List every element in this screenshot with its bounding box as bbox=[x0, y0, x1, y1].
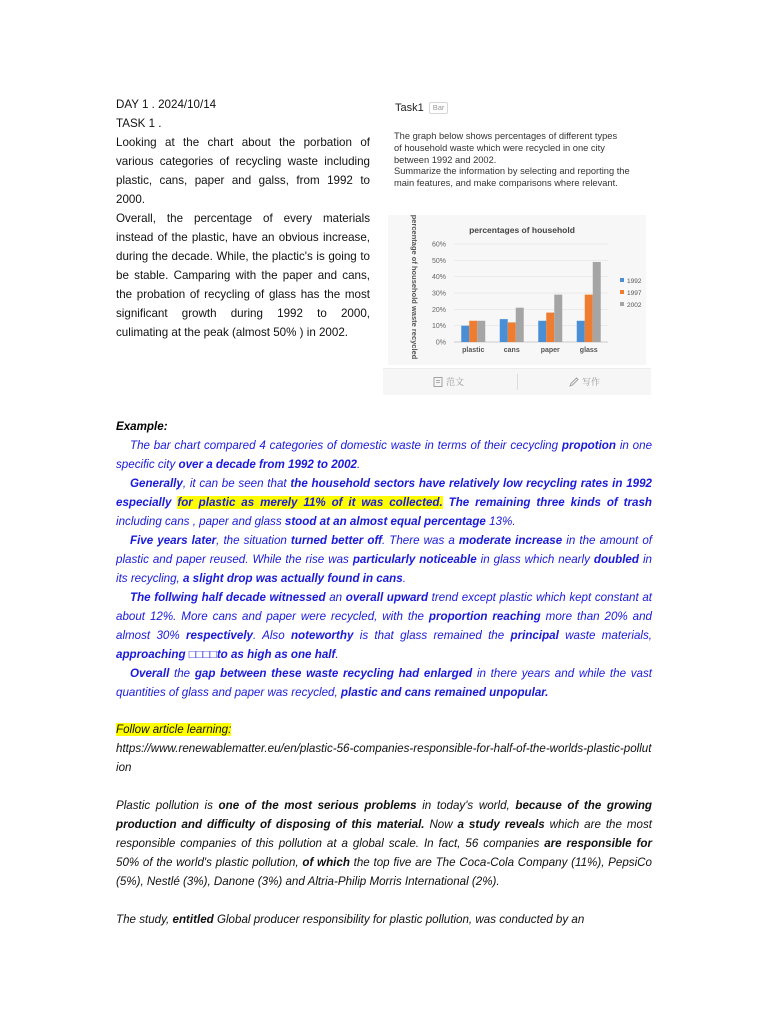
example-paragraph bbox=[116, 664, 652, 702]
x-tick-label: cans bbox=[503, 347, 520, 354]
legend-label: 1992 bbox=[627, 278, 642, 285]
example-text: is that glass remained the bbox=[353, 629, 511, 642]
example-keyword: stood at an almost equal percentage bbox=[284, 515, 486, 528]
example-text: including cans , paper and glass bbox=[116, 515, 285, 528]
example-highlight: for plastic as merely 11% of it was collected. bbox=[177, 496, 443, 509]
example-text: . bbox=[335, 648, 339, 661]
article-text: the top five are The Coca-Cola Company (11%), PepsiCo (5%), Nestlé (3%), Danone (3%) and Altria-Philip Morris International (2%). bbox=[116, 856, 652, 888]
article-keyword: because of the growing production and difficulty of disposing of this material. bbox=[116, 799, 653, 831]
follow-article-label bbox=[116, 720, 652, 739]
sample-essay-button[interactable] bbox=[433, 375, 464, 388]
task-prompt-line: main features, and make comparisons where relevant. bbox=[394, 178, 618, 189]
bar-1997-plastic bbox=[469, 321, 477, 342]
example-keyword: proportion reaching bbox=[428, 610, 541, 623]
bar-1992-plastic bbox=[461, 326, 469, 342]
task-header bbox=[395, 102, 448, 114]
example-keyword: principal bbox=[510, 629, 559, 642]
x-tick-label: paper bbox=[540, 347, 560, 354]
spacer bbox=[116, 777, 652, 796]
article-text: Now bbox=[424, 818, 458, 831]
essay-column bbox=[116, 95, 370, 342]
example-text: . Also bbox=[253, 629, 291, 642]
write-label: 写作 bbox=[582, 377, 601, 387]
article-keyword: entitled bbox=[172, 913, 214, 926]
legend-label: 1997 bbox=[627, 290, 642, 297]
example-paragraph bbox=[116, 474, 652, 531]
follow-article-heading: Follow article learning: bbox=[116, 723, 232, 736]
example-text: in glass which nearly bbox=[476, 553, 594, 566]
task-type-tag: Bar bbox=[429, 102, 449, 114]
chart-y-axis-label: percentage of household waste recycled bbox=[410, 215, 419, 360]
example-text: waste materials, bbox=[558, 629, 652, 642]
article-keyword: one of the most serious problems bbox=[218, 799, 417, 812]
example-keyword: noteworthy bbox=[290, 629, 354, 642]
task-footer bbox=[383, 368, 651, 395]
article-keyword: a study reveals bbox=[457, 818, 545, 831]
article-text: The study, bbox=[116, 913, 173, 926]
bar-2002-glass bbox=[593, 262, 601, 342]
example-heading: Example: bbox=[116, 420, 168, 433]
bar-1992-paper bbox=[538, 321, 546, 342]
example-keyword: respectively bbox=[185, 629, 254, 642]
y-tick-label: 20% bbox=[431, 306, 446, 314]
footer-divider bbox=[517, 374, 518, 390]
missing-glyph-text: □□□□ bbox=[188, 648, 217, 661]
task-prompt bbox=[394, 131, 644, 190]
task-prompt-line: Summarize the information by selecting and reporting the bbox=[394, 166, 630, 177]
example-text: in its recycling, bbox=[116, 553, 652, 585]
example-text: . bbox=[402, 572, 406, 585]
pencil-icon bbox=[569, 377, 579, 387]
write-button[interactable] bbox=[569, 375, 600, 388]
document-icon bbox=[433, 377, 443, 387]
essay-overview: Overall, the percentage of every materials instead of the plastic, have an obvious increase, during the decade. While, the plactic's is going to be stable. Camparing with the paper and cans, the probation of recycling of glass has the most significant growth during 1992 to 2000, culimating at the peak (almost 50% ) in 2002. bbox=[116, 212, 370, 339]
article-keyword: of which bbox=[302, 856, 350, 869]
essay-date: DAY 1 . 2024/10/14 bbox=[116, 98, 217, 111]
example-text: in one specific city bbox=[116, 439, 653, 471]
chart-title: percentages of household bbox=[469, 225, 575, 235]
bar-2002-paper bbox=[554, 295, 562, 342]
article-url[interactable]: https://www.renewablematter.eu/en/plastic-56-companies-responsible-for-half-of-the-worlds-plastic-pollution bbox=[116, 742, 652, 774]
y-tick-label: 50% bbox=[431, 257, 446, 265]
follow-article-section bbox=[116, 720, 652, 929]
example-text: in the amount of plastic and paper reused. While the rise was bbox=[116, 534, 652, 566]
bar-1997-paper bbox=[546, 313, 554, 342]
y-tick-label: 30% bbox=[431, 290, 446, 298]
example-keyword: a slight drop was actually found in cans bbox=[183, 572, 403, 585]
legend-swatch bbox=[620, 278, 624, 282]
example-text: the bbox=[169, 667, 195, 680]
bar-2002-cans bbox=[516, 308, 524, 342]
example-keyword: Overall bbox=[130, 667, 170, 680]
example-text: . There was a bbox=[381, 534, 459, 547]
example-keyword: doubled bbox=[593, 553, 639, 566]
example-paragraph bbox=[116, 436, 652, 474]
task-prompt-line: The graph below shows percentages of different types bbox=[394, 131, 618, 141]
example-text: in there years and while the vast quantities of glass and paper was recycled, bbox=[116, 667, 652, 699]
article-paragraph bbox=[116, 910, 652, 929]
article-text: which are the most responsible companies of this pollution at a global scale. In fact, 56 companies bbox=[116, 818, 652, 850]
essay-task-label: TASK 1 . bbox=[116, 117, 162, 130]
bar-2002-plastic bbox=[477, 321, 485, 342]
chart-panel bbox=[388, 215, 646, 365]
bar-1992-glass bbox=[577, 321, 585, 342]
example-keyword: The follwing half decade witnessed bbox=[130, 591, 326, 604]
example-text: , it can be seen that bbox=[182, 477, 291, 490]
example-text: . bbox=[357, 458, 361, 471]
example-section bbox=[116, 417, 652, 702]
x-tick-label: glass bbox=[579, 347, 598, 354]
y-tick-label: 10% bbox=[431, 323, 446, 331]
example-keyword: particularly noticeable bbox=[352, 553, 477, 566]
y-tick-label: 40% bbox=[431, 274, 446, 282]
example-text: trend except plastic which kept constant at about 12%. More cans and paper were recycled, with the bbox=[116, 591, 653, 623]
task-card bbox=[383, 96, 651, 394]
task-prompt-line: between 1992 and 2002. bbox=[394, 154, 497, 165]
example-text: , the situation bbox=[216, 534, 291, 547]
bar-1997-glass bbox=[585, 295, 593, 342]
example-keyword: the household sectors have relatively low recycling rates in 1992 especially bbox=[116, 477, 652, 509]
example-text: more than 20% and almost 30% bbox=[116, 610, 652, 642]
article-keyword: are responsible for bbox=[544, 837, 652, 850]
article-text: Global producer responsibility for plastic pollution, was conducted by an bbox=[213, 913, 585, 926]
example-keyword: moderate increase bbox=[458, 534, 563, 547]
bar-1992-cans bbox=[500, 319, 508, 342]
example-text: 13%. bbox=[485, 515, 516, 528]
example-keyword: over a decade from 1992 to 2002 bbox=[178, 458, 358, 471]
y-tick-label: 60% bbox=[431, 241, 446, 249]
example-keyword: plastic and cans remained unpopular. bbox=[340, 686, 549, 699]
example-keyword: Five years later bbox=[130, 534, 217, 547]
article-text: 50% of the world's plastic pollution, bbox=[116, 856, 303, 869]
example-keyword: overall upward bbox=[345, 591, 429, 604]
example-keyword: turned better off bbox=[290, 534, 382, 547]
bar-chart bbox=[388, 215, 646, 365]
bar-1997-cans bbox=[508, 322, 516, 342]
essay-intro: Looking at the chart about the porbation of various categories of recycling waste including plastic, cans, paper and galss, from 1992 to 2000. bbox=[116, 136, 370, 206]
sample-essay-label: 范文 bbox=[446, 377, 465, 387]
example-keyword: gap between these waste recycling had enlarged bbox=[194, 667, 473, 680]
spacer bbox=[116, 891, 652, 910]
y-tick-label: 0% bbox=[435, 339, 446, 347]
example-keyword: Generally bbox=[130, 477, 183, 490]
example-keyword: to as high as one half bbox=[216, 648, 336, 661]
legend-label: 2002 bbox=[627, 302, 642, 309]
task-prompt-line: of household waste which were recycled in one city bbox=[394, 142, 605, 153]
legend-swatch bbox=[620, 290, 624, 294]
article-text: in today's world, bbox=[416, 799, 516, 812]
example-keyword: The remaining three kinds of trash bbox=[448, 496, 653, 509]
example-keyword: propotion bbox=[561, 439, 616, 452]
x-tick-label: plastic bbox=[462, 347, 485, 354]
article-paragraph bbox=[116, 796, 652, 891]
example-keyword: approaching bbox=[116, 648, 189, 661]
example-text: The bar chart compared 4 categories of domestic waste in terms of their cecycling bbox=[130, 439, 562, 452]
task-title: Task1 bbox=[395, 102, 424, 114]
example-paragraph bbox=[116, 588, 652, 664]
article-text: Plastic pollution is bbox=[116, 799, 219, 812]
example-paragraph bbox=[116, 531, 652, 588]
example-text: an bbox=[325, 591, 346, 604]
legend-swatch bbox=[620, 302, 624, 306]
